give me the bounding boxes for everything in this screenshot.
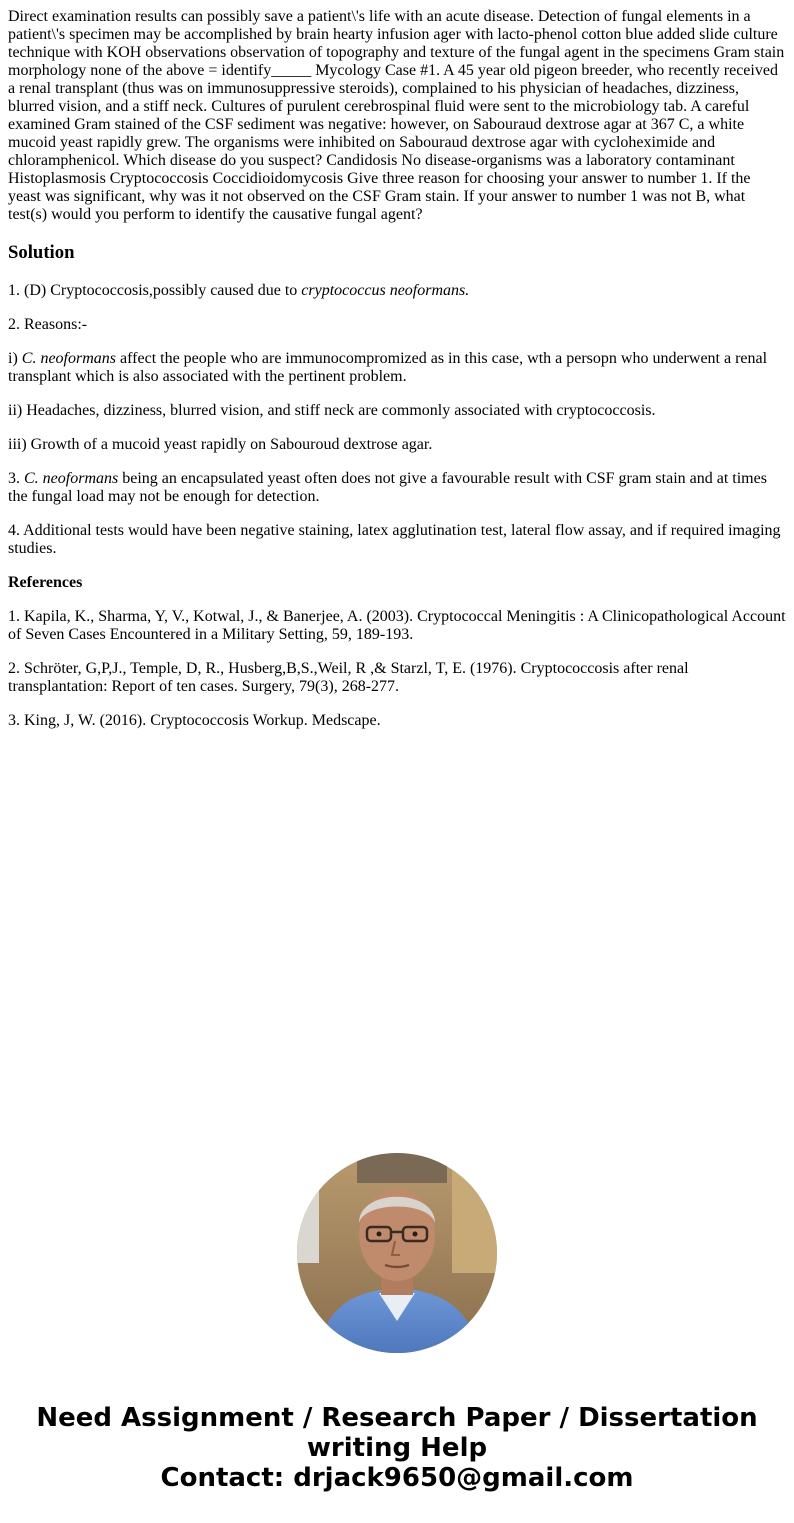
answer-1-organism: cryptococcus neoformans. bbox=[301, 282, 470, 299]
answer-3 bbox=[8, 470, 786, 506]
reason-1-text: affect the people who are immunocompromized as in this case, wth a persopn who underwent a renal transplant which is also associated with the pertinent problem. bbox=[8, 350, 768, 385]
reason-1-organism: C. neoformans bbox=[21, 350, 117, 367]
reference-item: 3. King, J, W. (2016). Cryptococcosis Workup. Medscape. bbox=[8, 712, 381, 729]
reference-item: 2. Schröter, G,P,J., Temple, D, R., Husberg,B,S.,Weil, R ,& Starzl, T, E. (1976). Cryptococcosis after renal transplantation: Report of ten cases. Surgery, 79(3), 268-277. bbox=[8, 660, 689, 695]
reference-item: 1. Kapila, K., Sharma, Y, V., Kotwal, J., & Banerjee, A. (2003). Cryptococcal Meningitis : A Clinicopathological Account of Seven Cases Encountered in a Military Setting, 59, 189-193. bbox=[8, 608, 786, 643]
answer-3-organism: C. neoformans bbox=[24, 470, 119, 487]
answer-1-text: 1. (D) Cryptococcosis,possibly caused due to bbox=[8, 282, 302, 299]
reason-3: iii) Growth of a mucoid yeast rapidly on Sabouroud dextrose agar. bbox=[8, 436, 433, 453]
contact-line: Contact: drjack9650@gmail.com bbox=[160, 1463, 634, 1493]
promo-line-1: Need Assignment / Research Paper / Dissertation bbox=[36, 1403, 758, 1433]
reason-1 bbox=[8, 350, 786, 386]
answer-2: 2. Reasons:- bbox=[8, 316, 88, 333]
references-heading: References bbox=[8, 574, 83, 591]
promo-line-2: writing Help bbox=[306, 1433, 488, 1463]
document-content bbox=[8, 8, 786, 746]
answer-3-prefix: 3. bbox=[8, 470, 24, 487]
answer-1 bbox=[8, 282, 786, 300]
question-text: Direct examination results can possibly save a patient\'s life with an acute disease. Detection of fungal elements in a patient\'s specimen may be accomplished by brain hearty infusion ager with lacto-phenol cotton blue added slide culture technique with KOH observations observation of topography and texture of the fungal agent in the specimens Gram stain morphology none of the above = identify_____ Mycology Case #1. A 45 year old pigeon breeder, who recently received a renal transplant (thus was on immunosuppressive steroids), complained to his physician of headaches, dizziness, blurred vision, and a stiff neck. Cultures of purulent cerebrospinal fluid were sent to the microbiology tab. A careful examined Gram stained of the CSF sediment was negative: however, on Sabouraud dextrose agar at 367 C, a white mucoid yeast rapidly grew. The organisms were inhibited on Sabouraud dextrose agar with cycloheximide and chloramphenicol. Which disease do you suspect? Candidosis No disease-organisms was a laboratory contaminant Histoplasmosis Cryptococcosis Coccidioidomycosis Give three reason for choosing your answer to number 1. If the yeast was significant, why was it not observed on the CSF Gram stain. If your answer to number 1 was not B, what test(s) would you perform to identify the causative fungal agent? bbox=[8, 8, 785, 223]
reason-1-prefix: i) bbox=[8, 350, 22, 367]
reason-2: ii) Headaches, dizziness, blurred vision, and stiff neck are commonly associated with cryptococcosis. bbox=[8, 402, 656, 419]
answer-4: 4. Additional tests would have been negative staining, latex agglutination test, lateral flow assay, and if required imaging studies. bbox=[8, 522, 781, 557]
promo-footer bbox=[0, 1403, 794, 1493]
answer-3-text: being an encapsulated yeast often does not give a favourable result with CSF gram stain and at times the fungal load may not be enough for detection. bbox=[8, 470, 767, 505]
author-avatar bbox=[297, 1153, 497, 1353]
solution-heading: Solution bbox=[8, 242, 75, 263]
author-portrait-image bbox=[297, 1153, 497, 1353]
